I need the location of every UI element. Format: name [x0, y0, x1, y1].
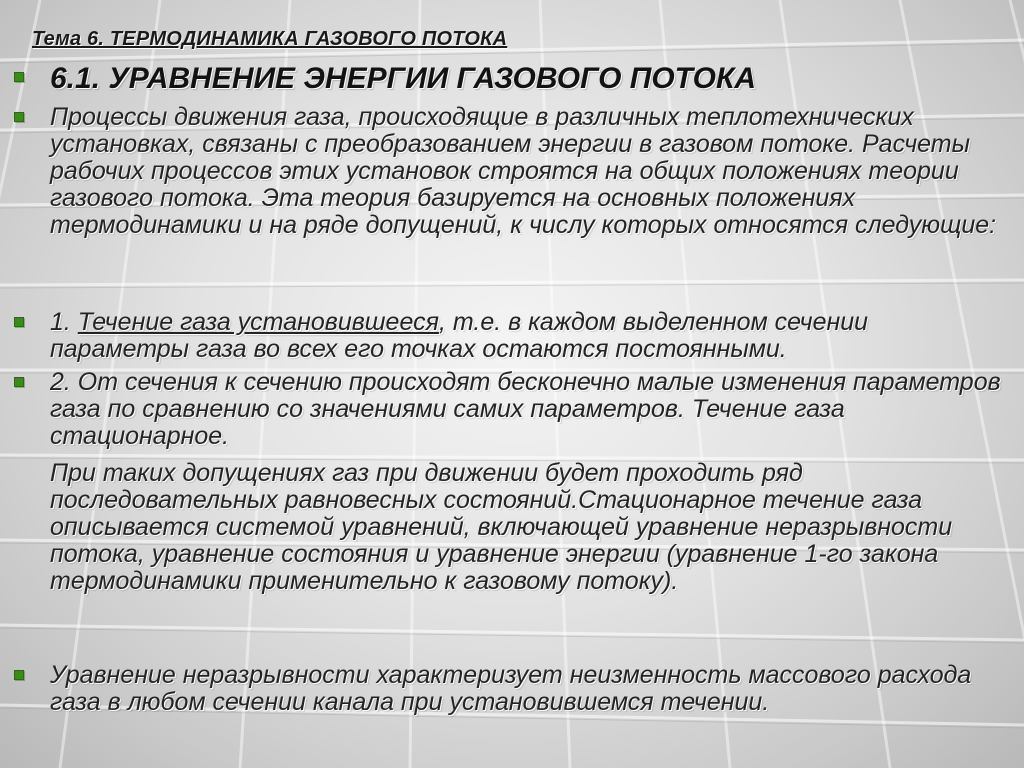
assumption-2: 2. От сечения к сечению происходят бесконечно малые изменения параметров газа по сравнению со значениями самих параметров. Течение газа стационарное. [50, 368, 1001, 450]
bullet-item-1 [14, 317, 24, 327]
bullet-item-2 [14, 377, 24, 387]
bullet-intro [14, 112, 24, 122]
bullet-heading [14, 72, 24, 82]
section-heading: 6.1. УРАВНЕНИЕ ЭНЕРГИИ ГАЗОВОГО ПОТОКА [50, 62, 757, 95]
assumption-1-text: , т.е. в каждом выделенном сечении параметры газа во всех его точках остаются постоянными. [50, 308, 869, 363]
topic-title: Тема 6. ТЕРМОДИНАМИКА ГАЗОВОГО ПОТОКА [32, 28, 508, 50]
continuation-paragraph: При таких допущениях газ при движении будет проходить ряд последовательных равновесных состояний.Стационарное течение газа описывается системой уравнений, включающей уравнение неразрывности потока, уравнение состояния и уравнение энергии (уравнение 1-го закона термодинамики применительно к газовому потоку). [50, 459, 953, 595]
bullet-continuity [14, 670, 24, 680]
assumption-1 [50, 309, 1012, 363]
assumption-1-term: Течение газа установившееся [77, 308, 439, 336]
continuity-paragraph: Уравнение неразрывности характеризует неизменность массового расхода газа в любом сечении канала при установившемся течении. [50, 661, 972, 716]
assumption-1-number: 1. [50, 308, 78, 336]
intro-paragraph: Процессы движения газа, происходящие в различных теплотехнических установках, связаны с преобразованием энергии в газовом потоке. Расчеты рабочих процессов этих установок строятся на общих положениях теории газового потока. Эта теория базируется на основных положениях термодинамики и на ряде допущений, к числу которых относятся следующие: [50, 103, 997, 239]
